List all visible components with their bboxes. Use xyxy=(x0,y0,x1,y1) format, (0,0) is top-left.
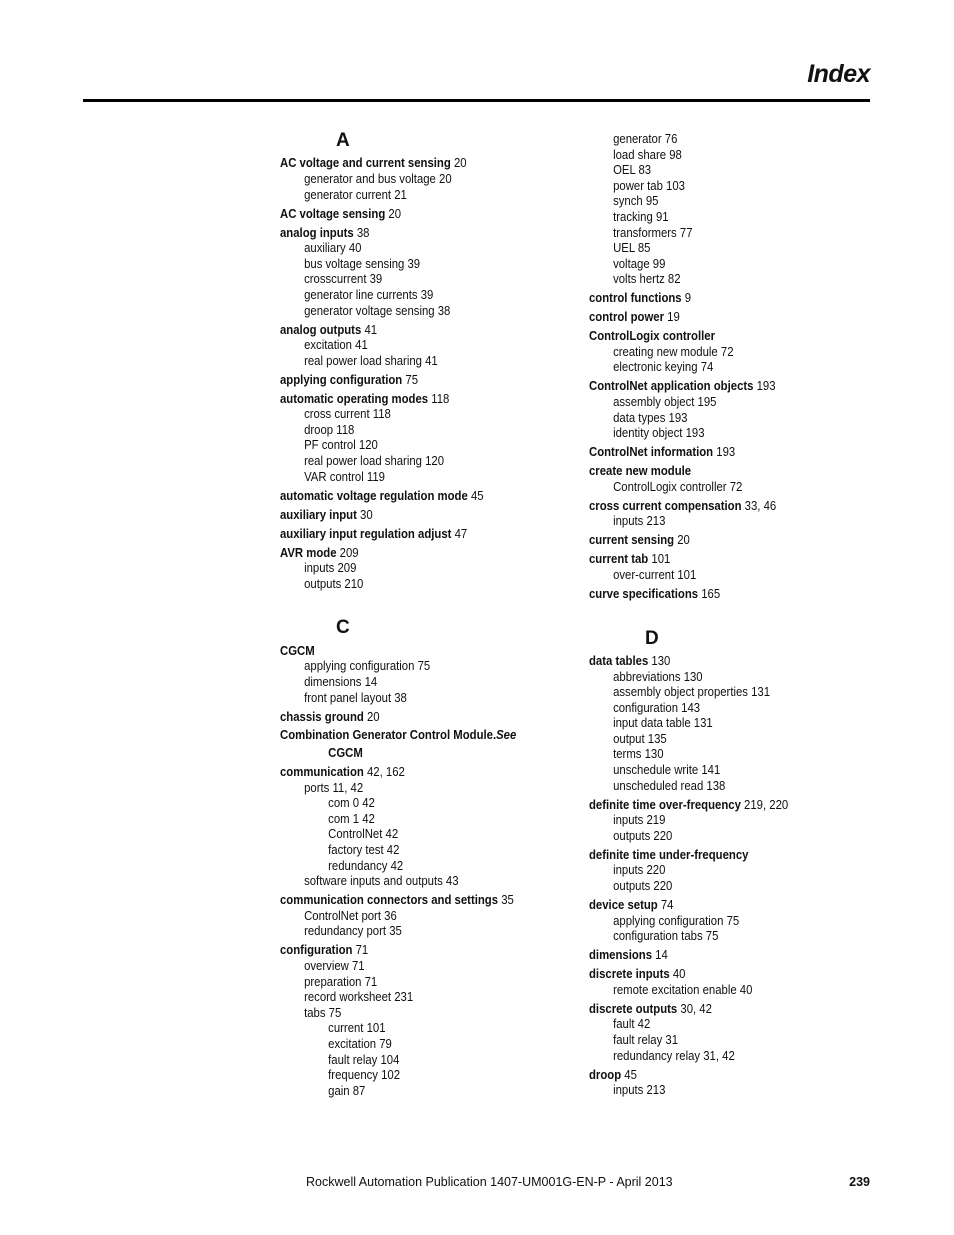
index-page-ref: 219, 220 xyxy=(744,796,789,812)
index-subentry: data types 193 xyxy=(613,409,688,425)
index-term: configuration xyxy=(280,942,353,958)
index-entry xyxy=(280,764,538,780)
index-page-ref: 20 xyxy=(388,205,402,221)
index-page-ref: 193 xyxy=(756,378,776,394)
index-subentry: remote excitation enable 40 xyxy=(613,981,753,997)
index-subentry: generator 76 xyxy=(613,131,678,146)
index-subentry: redundancy relay 31, 42 xyxy=(613,1047,735,1063)
index-subentry: fault 42 xyxy=(613,1016,651,1032)
index-column-left xyxy=(280,130,580,1098)
index-page-ref: 30 xyxy=(360,506,373,522)
index-subentry: excitation 41 xyxy=(304,337,368,353)
index-subentry: bus voltage sensing 39 xyxy=(304,255,421,271)
index-subsubentry: factory test 42 xyxy=(328,842,400,858)
index-term: communication connectors and settings xyxy=(280,892,499,908)
index-subentry: unscheduled read 138 xyxy=(613,777,726,793)
index-page-ref: 75 xyxy=(405,371,419,387)
index-subentry: applying configuration 75 xyxy=(613,912,740,928)
index-subentry: inputs 220 xyxy=(613,862,666,878)
index-term: ControlNet application objects xyxy=(589,378,754,394)
index-entry xyxy=(280,206,538,222)
index-term: applying configuration xyxy=(280,371,403,387)
index-entry xyxy=(280,643,538,659)
index-term: analog outputs xyxy=(280,321,362,337)
section-letter: C xyxy=(336,617,350,639)
index-term: AC voltage sensing xyxy=(280,205,386,221)
section-gap xyxy=(280,591,580,617)
index-entry xyxy=(589,532,847,548)
index-subentry: applying configuration 75 xyxy=(304,658,431,674)
index-term: AC voltage and current sensing xyxy=(280,155,451,171)
index-subentry: auxiliary 40 xyxy=(304,240,362,256)
index-term: current tab xyxy=(589,551,649,567)
index-entry xyxy=(589,551,847,567)
index-subentry: tabs 75 xyxy=(304,1004,342,1020)
index-subentry: transformers 77 xyxy=(613,224,693,240)
index-subentry: over-current 101 xyxy=(613,566,697,582)
index-entry xyxy=(280,322,538,338)
index-entry xyxy=(589,378,847,394)
index-subentry: record worksheet 231 xyxy=(304,989,414,1005)
index-entry xyxy=(589,328,847,344)
index-page-ref: 33, 46 xyxy=(744,497,777,513)
index-entry xyxy=(589,797,847,813)
index-subentry: electronic keying 74 xyxy=(613,359,714,375)
index-term: automatic voltage regulation mode xyxy=(280,487,468,503)
index-page-ref: 19 xyxy=(667,309,680,325)
index-term: analog inputs xyxy=(280,224,354,240)
index-subentry: inputs 209 xyxy=(304,560,357,576)
index-term: data tables xyxy=(589,652,649,668)
index-subentry: OEL 83 xyxy=(613,162,652,178)
index-entry xyxy=(589,290,847,306)
footer-page-number: 239 xyxy=(849,1175,870,1189)
index-term: current sensing xyxy=(589,532,675,548)
index-subentry: VAR control 119 xyxy=(304,468,385,484)
see-reference: See xyxy=(496,727,517,743)
index-subentry: cross current 118 xyxy=(304,406,391,422)
index-subentry: volts hertz 82 xyxy=(613,271,681,287)
index-subsubentry: gain 87 xyxy=(328,1082,366,1098)
section-letter: A xyxy=(336,130,350,151)
index-subsubentry: current 101 xyxy=(328,1020,386,1036)
index-page-ref: 71 xyxy=(355,942,369,958)
index-subentry: input data table 131 xyxy=(613,715,713,731)
index-subentry: inputs 219 xyxy=(613,812,666,828)
index-entry xyxy=(589,444,847,460)
index-entry xyxy=(589,586,847,602)
index-subsubentry: com 1 42 xyxy=(328,810,375,826)
index-page-ref: 130 xyxy=(651,652,671,668)
index-subentry: ControlNet port 36 xyxy=(304,907,397,923)
index-entry xyxy=(589,498,847,514)
index-entry xyxy=(589,847,847,863)
index-subentry: tracking 91 xyxy=(613,208,669,224)
index-term: droop xyxy=(589,1066,622,1082)
index-page-ref: 101 xyxy=(651,551,671,567)
index-page-ref: 38 xyxy=(356,224,370,240)
index-subentry: power tab 103 xyxy=(613,177,685,193)
index-subentry: dimensions 14 xyxy=(304,673,378,689)
index-entry xyxy=(280,942,538,958)
index-subentry: software inputs and outputs 43 xyxy=(304,873,459,889)
index-subentry: real power load sharing 41 xyxy=(304,352,438,368)
see-target: CGCM xyxy=(328,745,363,761)
index-subsubentry: ControlNet 42 xyxy=(328,826,399,842)
index-term: ControlLogix controller xyxy=(589,328,716,344)
index-subentry: configuration tabs 75 xyxy=(613,928,719,944)
index-entry xyxy=(280,372,538,388)
section-letter: D xyxy=(645,627,659,649)
index-entry xyxy=(280,391,538,407)
index-entry-see xyxy=(280,727,538,743)
index-subentry: output 135 xyxy=(613,730,667,746)
index-page-ref: 20 xyxy=(453,155,467,171)
index-subentry: voltage 99 xyxy=(613,255,666,271)
index-entry xyxy=(280,155,538,171)
index-entry xyxy=(589,1001,847,1017)
index-term: CGCM xyxy=(280,642,315,658)
index-entry xyxy=(280,545,538,561)
index-subentry: generator and bus voltage 20 xyxy=(304,170,452,186)
index-subentry: abbreviations 130 xyxy=(613,668,703,684)
index-subentry: fault relay 31 xyxy=(613,1031,679,1047)
index-subentry: generator line currents 39 xyxy=(304,286,434,302)
index-subsubentry: com 0 42 xyxy=(328,795,375,811)
index-term: auxiliary input xyxy=(280,506,357,522)
index-term: Combination Generator Control Module. xyxy=(280,727,497,743)
index-subentry: generator current 21 xyxy=(304,186,407,202)
index-page-ref: 45 xyxy=(470,487,484,503)
index-subentry: overview 71 xyxy=(304,957,365,973)
index-term: discrete inputs xyxy=(589,966,670,982)
index-entry xyxy=(589,309,847,325)
index-column-right xyxy=(589,131,889,1098)
index-page-ref: 165 xyxy=(701,585,721,601)
index-page-ref: 42, 162 xyxy=(366,764,405,780)
index-subentry: ControlLogix controller 72 xyxy=(613,478,743,494)
index-entry xyxy=(280,488,538,504)
index-subentry: unschedule write 141 xyxy=(613,762,721,778)
index-page-ref: 40 xyxy=(672,966,686,982)
index-entry xyxy=(589,947,847,963)
index-term: curve specifications xyxy=(589,585,699,601)
index-subentry: synch 95 xyxy=(613,193,659,209)
page-title: Index xyxy=(807,60,870,88)
index-entry xyxy=(280,507,538,523)
index-subentry: UEL 85 xyxy=(613,240,651,256)
index-term: automatic operating modes xyxy=(280,390,429,406)
index-term: auxiliary input regulation adjust xyxy=(280,525,452,541)
index-subentry: front panel layout 38 xyxy=(304,689,407,705)
index-subentry: ports 11, 42 xyxy=(304,779,364,795)
section-gap xyxy=(589,602,889,628)
index-subentry: outputs 220 xyxy=(613,878,673,894)
index-term: device setup xyxy=(589,897,658,912)
index-term: control power xyxy=(589,309,664,325)
index-entry xyxy=(589,653,847,669)
index-entry xyxy=(280,225,538,241)
footer-publication: Rockwell Automation Publication 1407-UM001G-EN-P - April 2013 xyxy=(306,1175,673,1189)
index-subentry: real power load sharing 120 xyxy=(304,453,445,469)
index-subentry: preparation 71 xyxy=(304,973,378,989)
index-term: dimensions xyxy=(589,947,653,963)
index-subentry: outputs 220 xyxy=(613,827,673,843)
index-subentry: assembly object properties 131 xyxy=(613,684,771,700)
index-subentry: crosscurrent 39 xyxy=(304,271,383,287)
index-term: definite time over-frequency xyxy=(589,796,741,812)
index-page-ref: 118 xyxy=(431,390,450,406)
index-subentry: terms 130 xyxy=(613,746,664,762)
index-page-ref: 35 xyxy=(501,892,514,908)
index-term: discrete outputs xyxy=(589,1000,678,1016)
index-subsubentry: redundancy 42 xyxy=(328,857,404,873)
index-subentry: droop 118 xyxy=(304,421,355,437)
index-page-ref: 193 xyxy=(716,444,736,460)
index-page-ref: 74 xyxy=(660,897,674,912)
index-page-ref: 45 xyxy=(624,1066,637,1082)
index-subentry: redundancy port 35 xyxy=(304,923,402,939)
index-term: chassis ground xyxy=(280,708,364,724)
index-subentry: identity object 193 xyxy=(613,425,705,441)
index-term: AVR mode xyxy=(280,544,337,560)
index-subentry: outputs 210 xyxy=(304,575,364,591)
index-page-ref: 14 xyxy=(655,947,668,963)
index-term: cross current compensation xyxy=(589,497,742,513)
index-subsubentry: frequency 102 xyxy=(328,1067,401,1083)
index-page-ref: 9 xyxy=(684,290,692,306)
header-rule xyxy=(83,99,870,102)
index-entry xyxy=(589,966,847,982)
index-page-ref: 209 xyxy=(339,544,359,560)
index-subentry: creating new module 72 xyxy=(613,343,734,359)
index-term: create new module xyxy=(589,463,692,479)
index-page-ref: 30, 42 xyxy=(680,1000,712,1016)
index-subentry: load share 98 xyxy=(613,146,682,162)
index-subentry: PF control 120 xyxy=(304,437,378,453)
index-subentry: configuration 143 xyxy=(613,699,701,715)
index-entry xyxy=(589,463,847,479)
index-subentry: generator voltage sensing 38 xyxy=(304,302,451,318)
index-subsubentry: excitation 79 xyxy=(328,1035,392,1051)
index-subentry: inputs 213 xyxy=(613,513,666,529)
index-subentry: assembly object 195 xyxy=(613,394,717,410)
index-subsubentry: fault relay 104 xyxy=(328,1051,400,1067)
index-entry xyxy=(280,709,538,725)
index-term: ControlNet information xyxy=(589,444,714,460)
index-page-ref: 47 xyxy=(454,525,468,541)
index-subentry: inputs 213 xyxy=(613,1082,666,1098)
index-page-ref: 20 xyxy=(677,532,690,548)
index-term: control functions xyxy=(589,290,682,306)
index-term: definite time under-frequency xyxy=(589,846,749,862)
index-entry xyxy=(280,526,538,542)
index-page-ref: 41 xyxy=(364,321,378,337)
index-page-ref: 20 xyxy=(366,708,380,724)
index-entry xyxy=(589,897,847,913)
index-term: communication xyxy=(280,764,364,780)
index-entry xyxy=(280,892,538,908)
index-entry xyxy=(589,1067,847,1083)
